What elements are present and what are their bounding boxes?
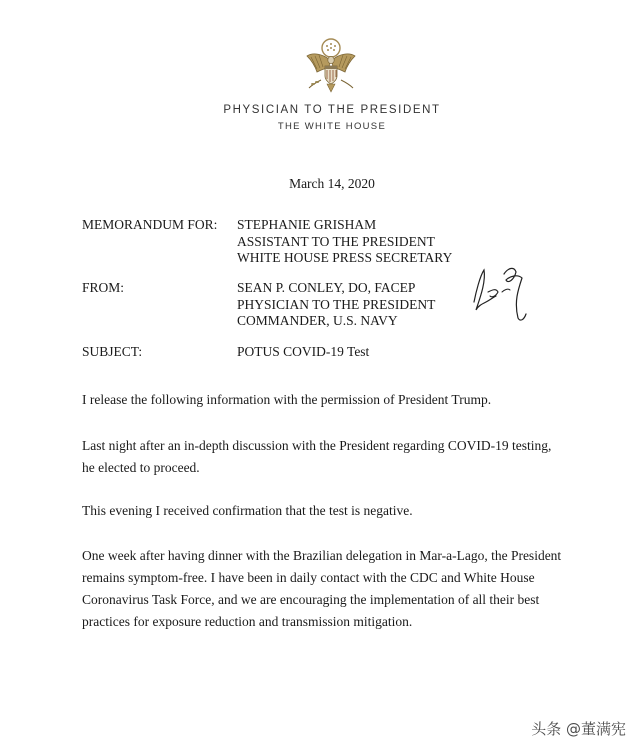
recipient-line: STEPHANIE GRISHAM [237, 217, 377, 232]
memo-from-label: FROM: [82, 280, 125, 295]
handwritten-signature-icon [468, 262, 536, 326]
watermark-text: 头条 @董满宪 [531, 720, 626, 738]
letterhead-title: PHYSICIAN TO THE PRESIDENT [223, 104, 441, 116]
letterhead-subtitle: THE WHITE HOUSE [277, 121, 387, 132]
memo-date: March 14, 2020 [289, 176, 375, 191]
body-paragraph-3: This evening I received confirmation that the test is negative. [82, 503, 413, 518]
body-paragraph-4: One week after having dinner with the Brazilian delegation in Mar-a-Lago, the President remains symptom-free. I have been in daily contact with the CDC and White House Coronavirus Task Force, and we are encouraging the implementation of all their best practices for exposure reduction and transmission mitigation. [82, 548, 562, 629]
sender-line: PHYSICIAN TO THE PRESIDENT [237, 296, 436, 312]
memo-for-recipient [237, 217, 452, 267]
recipient-line: WHITE HOUSE PRESS SECRETARY [237, 250, 453, 265]
memo-from-sender [237, 280, 435, 330]
recipient-line: ASSISTANT TO THE PRESIDENT [237, 233, 435, 249]
sender-line: COMMANDER, U.S. NAVY [237, 313, 398, 328]
body-paragraph-2: Last night after an in-depth discussion with the President regarding COVID-19 testing, he elected to proceed. [82, 438, 552, 475]
body-paragraph-1: I release the following information with the permission of President Trump. [82, 392, 492, 407]
sender-line: SEAN P. CONLEY, DO, FACEP [237, 280, 416, 295]
eagle-seal-icon [303, 36, 359, 94]
memo-subject-label: SUBJECT: [82, 344, 143, 359]
memo-for-label: MEMORANDUM FOR: [82, 217, 218, 232]
memo-subject: POTUS COVID-19 Test [237, 344, 370, 359]
